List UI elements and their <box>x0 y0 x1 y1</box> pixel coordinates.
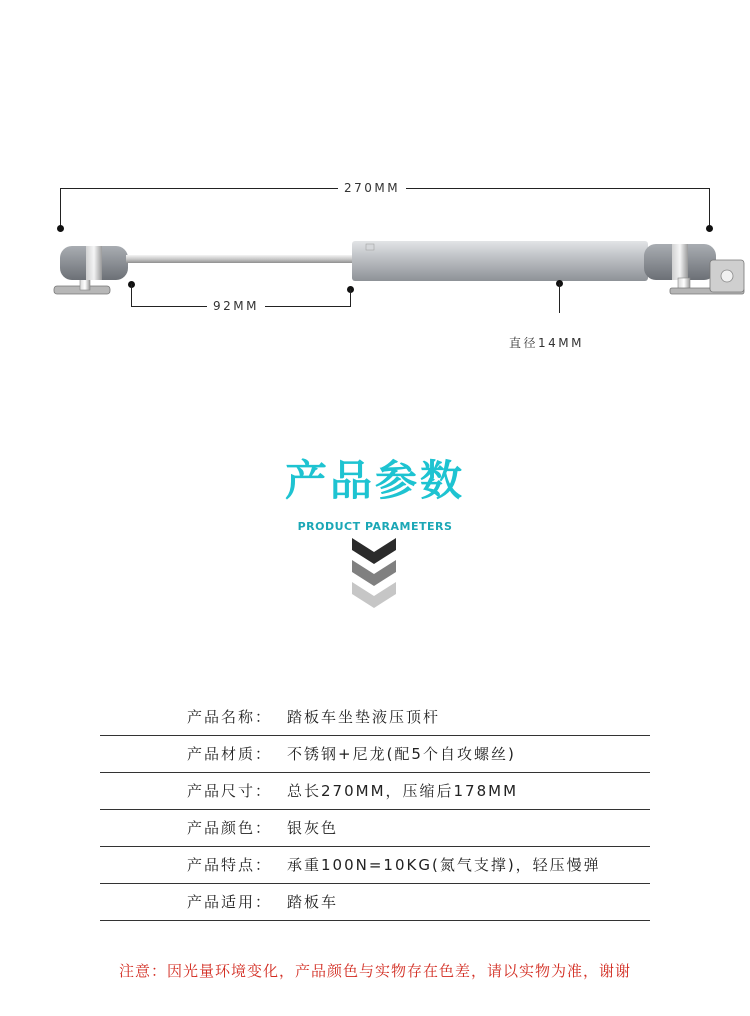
stroke-label: 92MM <box>207 299 265 313</box>
param-row-features <box>100 847 650 884</box>
param-value: 踏板车 <box>287 893 339 911</box>
diameter-label: 直径14MM <box>509 336 584 350</box>
section-title: 产品参数 <box>284 456 465 505</box>
section-subtitle: PRODUCT PARAMETERS <box>297 520 453 533</box>
param-value: 不锈钢+尼龙(配5个自攻螺丝) <box>287 745 516 763</box>
param-label: 产品特点： <box>187 856 273 874</box>
param-label: 产品材质： <box>187 745 273 763</box>
stroke-right-tick <box>350 289 351 306</box>
param-row-material <box>100 736 650 773</box>
param-value: 承重100N=10KG(氮气支撑)，轻压慢弹 <box>287 856 601 874</box>
param-row-size <box>100 773 650 810</box>
total-length-left-dot <box>57 225 64 232</box>
stroke-left-tick <box>131 284 132 306</box>
param-label: 产品颜色： <box>187 819 273 837</box>
param-value: 银灰色 <box>287 819 339 837</box>
param-label: 产品名称： <box>187 708 273 726</box>
param-label: 产品适用： <box>187 893 273 911</box>
total-length-right-tick <box>709 188 710 228</box>
color-disclaimer-note: 注意：因光量环境变化，产品颜色与实物存在色差，请以实物为准，谢谢 <box>118 962 631 980</box>
param-label: 产品尺寸： <box>187 782 273 800</box>
gas-spring-image <box>50 236 750 302</box>
diameter-leader <box>559 283 560 313</box>
total-length-label: 270MM <box>338 181 406 195</box>
param-value: 踏板车坐垫液压顶杆 <box>287 708 441 726</box>
param-row-name <box>100 699 650 736</box>
param-value: 总长270MM，压缩后178MM <box>287 782 519 800</box>
param-row-color <box>100 810 650 847</box>
total-length-left-tick <box>60 188 61 228</box>
total-length-right-dot <box>706 225 713 232</box>
param-row-application <box>100 884 650 921</box>
chevron-down-icon <box>352 538 396 610</box>
